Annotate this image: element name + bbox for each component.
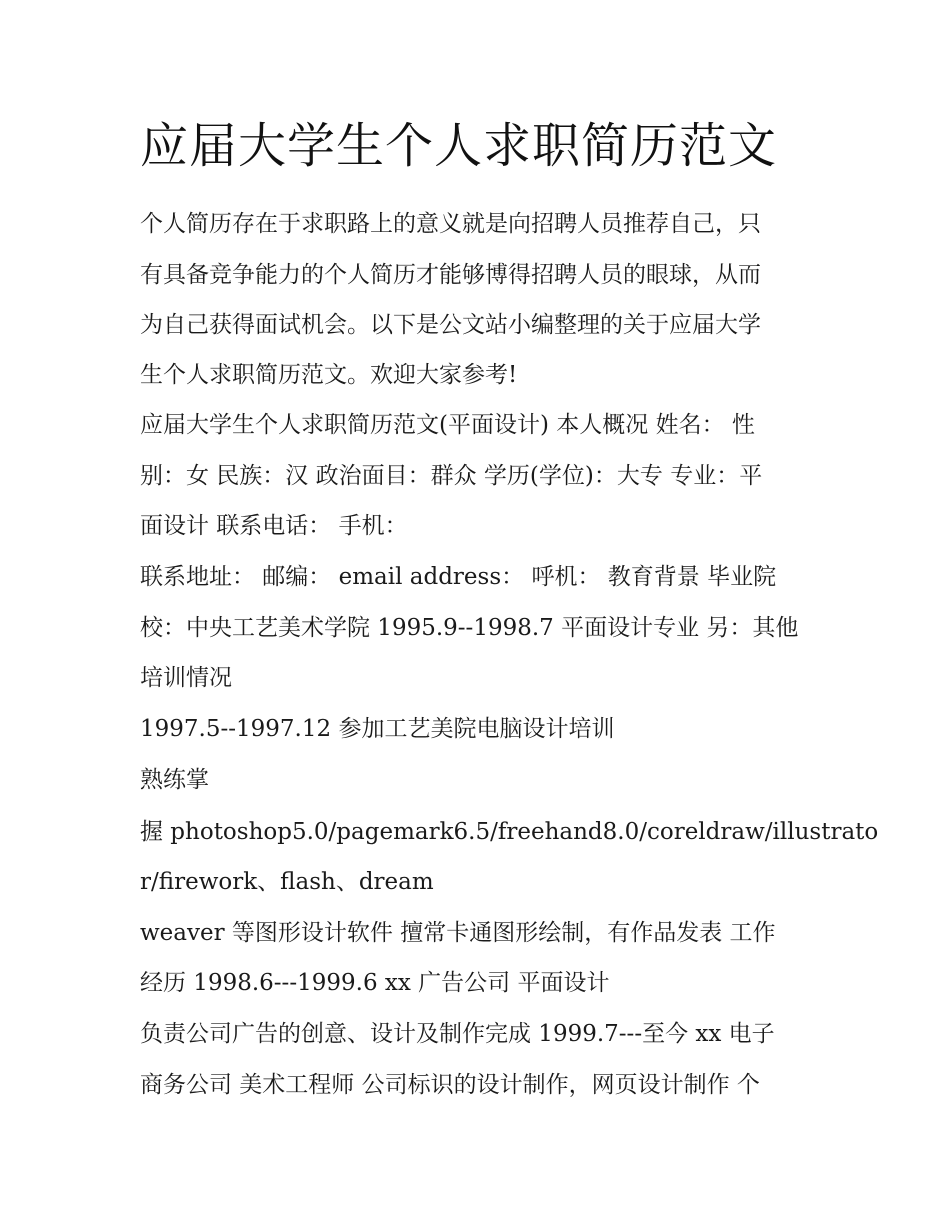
body-line: 应届大学生个人求职简历范文(平面设计) 本人概况 姓名： 性	[140, 412, 755, 438]
body-line: 1997.5--1997.12 参加工艺美院电脑设计培训	[140, 716, 615, 742]
body-line: 校：中央工艺美术学院 1995.9--1998.7 平面设计专业 另：其他	[140, 615, 799, 641]
body-line: weaver 等图形设计软件 擅常卡通图形绘制，有作品发表 工作	[140, 920, 776, 946]
body-line: 负责公司广告的创意、设计及制作完成 1999.7---至今 xx 电子	[140, 1021, 775, 1047]
body-line: 培训情况	[140, 665, 232, 691]
body-line: 生个人求职简历范文。欢迎大家参考!	[140, 362, 518, 388]
body-line: 别：女 民族：汉 政治面目：群众 学历(学位)：大专 专业：平	[140, 463, 763, 489]
body-line: 为自己获得面试机会。以下是公文站小编整理的关于应届大学	[140, 312, 761, 338]
body-line: 经历 1998.6---1999.6 xx 广告公司 平面设计	[140, 970, 610, 996]
body-line: 有具备竞争能力的个人简历才能够博得招聘人员的眼球，从而	[140, 262, 761, 288]
body-line: 握 photoshop5.0/pagemark6.5/freehand8.0/coreldraw/illustrato	[140, 819, 879, 845]
body-line: 个人简历存在于求职路上的意义就是向招聘人员推荐自己，只	[140, 211, 761, 237]
body-line: 商务公司 美术工程师 公司标识的设计制作，网页设计制作 个	[140, 1072, 760, 1098]
body-line: 熟练掌	[140, 767, 209, 793]
body-line: 联系地址： 邮编： email address： 呼机： 教育背景 毕业院	[140, 564, 777, 590]
document-title: 应届大学生个人求职简历范文	[140, 118, 778, 174]
body-line: 面设计 联系电话： 手机：	[140, 513, 408, 539]
body-line: r/firework、flash、dream	[140, 869, 434, 895]
